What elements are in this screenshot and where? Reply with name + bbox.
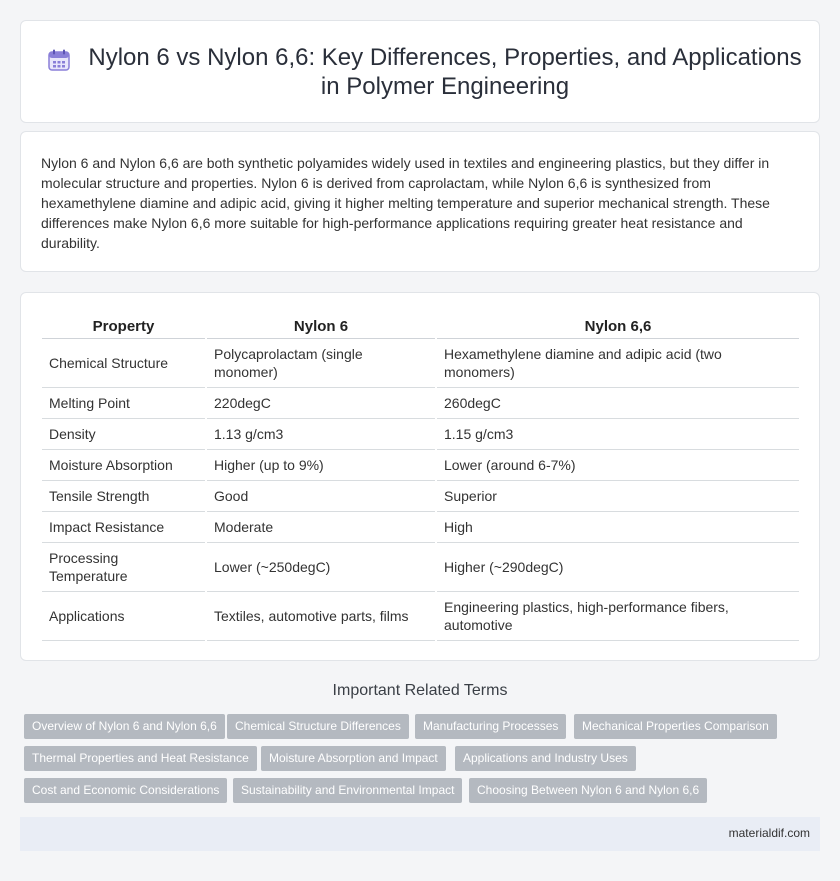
table-cell: 220degC	[206, 388, 436, 419]
table-cell: 260degC	[436, 388, 799, 419]
table-cell: High	[436, 512, 799, 543]
table-cell: Density	[42, 419, 206, 450]
related-term-tag[interactable]: Chemical Structure Differences	[227, 714, 409, 739]
table-header-row	[42, 315, 799, 339]
related-term-tag[interactable]: Mechanical Properties Comparison	[574, 714, 777, 739]
table-cell: Higher (up to 9%)	[206, 450, 436, 481]
related-term-tag[interactable]: Manufacturing Processes	[415, 714, 566, 739]
intro-paragraph: Nylon 6 and Nylon 6,6 are both synthetic polyamides widely used in textiles and engineering plastics, but they differ in molecular structure and properties. Nylon 6 is derived from caprolactam, while Nylon 6,6 is synthesized from hexamethylene diamine and adipic acid, giving it higher melting temperature and superior mechanical strength. These differences make Nylon 6,6 more suitable for high-performance applications requiring greater heat resistance and durability.	[41, 155, 770, 251]
table-row	[42, 388, 799, 419]
footer	[20, 817, 820, 851]
table-cell: Applications	[42, 592, 206, 641]
table-cell: Moderate	[206, 512, 436, 543]
column-header: Property	[42, 315, 206, 339]
table-row	[42, 592, 799, 641]
table-cell: Moisture Absorption	[42, 450, 206, 481]
column-header: Nylon 6	[206, 315, 436, 339]
table-cell: Superior	[436, 481, 799, 512]
table-row	[42, 543, 799, 592]
table-cell: 1.13 g/cm3	[206, 419, 436, 450]
table-cell: Impact Resistance	[42, 512, 206, 543]
table-row	[42, 512, 799, 543]
table-cell: Polycaprolactam (single monomer)	[206, 339, 436, 388]
table-cell: Tensile Strength	[42, 481, 206, 512]
table-cell: Processing Temperature	[42, 543, 206, 592]
table-cell: Hexamethylene diamine and adipic acid (two monomers)	[436, 339, 799, 388]
header-card	[20, 20, 820, 123]
table-row	[42, 481, 799, 512]
related-term-tag[interactable]: Applications and Industry Uses	[455, 746, 636, 771]
comparison-table	[42, 315, 799, 641]
table-cell: Melting Point	[42, 388, 206, 419]
column-header: Nylon 6,6	[436, 315, 799, 339]
related-term-tag[interactable]: Sustainability and Environmental Impact	[233, 778, 462, 803]
related-term-tag[interactable]: Moisture Absorption and Impact	[261, 746, 446, 771]
site-name: materialdif.com	[728, 826, 810, 840]
related-term-tag[interactable]: Thermal Properties and Heat Resistance	[24, 746, 257, 771]
related-term-tag[interactable]: Choosing Between Nylon 6 and Nylon 6,6	[469, 778, 707, 803]
table-cell: Good	[206, 481, 436, 512]
related-terms-title: Important Related Terms	[332, 682, 508, 699]
intro-card	[20, 131, 820, 272]
table-cell: Chemical Structure	[42, 339, 206, 388]
table-cell: Engineering plastics, high-performance fibers, automotive	[436, 592, 799, 641]
table-cell: Lower (around 6-7%)	[436, 450, 799, 481]
calendar-icon	[47, 48, 71, 72]
table-row	[42, 450, 799, 481]
table-cell: Lower (~250degC)	[206, 543, 436, 592]
table-cell: Textiles, automotive parts, films	[206, 592, 436, 641]
table-cell: Higher (~290degC)	[436, 543, 799, 592]
page-title: Nylon 6 vs Nylon 6,6: Key Differences, Properties, and Applications in Polymer Engineering	[88, 44, 802, 100]
related-term-tag[interactable]: Overview of Nylon 6 and Nylon 6,6	[24, 714, 225, 739]
comparison-table-card	[20, 292, 820, 661]
table-row	[42, 419, 799, 450]
table-row	[42, 339, 799, 388]
table-cell: 1.15 g/cm3	[436, 419, 799, 450]
related-term-tag[interactable]: Cost and Economic Considerations	[24, 778, 227, 803]
